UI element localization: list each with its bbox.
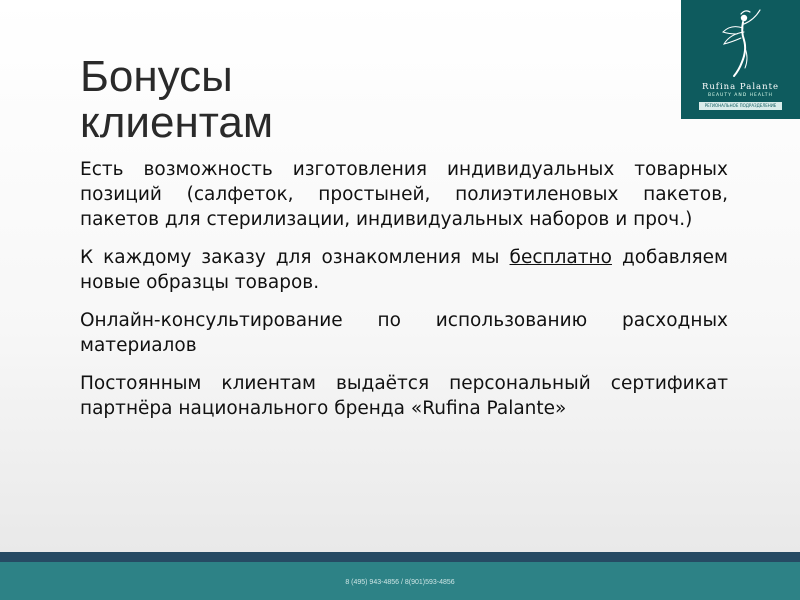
bullet-item xyxy=(62,245,728,295)
footer-stripe xyxy=(0,552,800,562)
brand-name: Rufina Palante xyxy=(701,82,780,92)
bullet-text: Постоянным клиентам выдаётся персональный сертификат партнёра национального бренда «Rufina Palante» xyxy=(80,373,728,419)
bullet-text: К каждому заказу для ознакомления мы xyxy=(80,247,510,268)
brand-badge: РЕГИОНАЛЬНОЕ ПОДРАЗДЕЛЕНИЕ xyxy=(699,102,782,110)
bullet-item xyxy=(62,308,728,358)
bullet-list xyxy=(62,157,728,434)
title-line-1: Бонусы xyxy=(80,52,233,101)
slide-title xyxy=(80,54,273,146)
bullet-text: Онлайн-консультирование по использованию расходных материалов xyxy=(80,310,728,356)
bullet-item xyxy=(62,157,728,232)
title-line-2: клиентам xyxy=(80,98,274,147)
fairy-icon xyxy=(719,8,763,80)
footer-bar xyxy=(0,562,800,600)
bullet-text: Есть возможность изготовления индивидуальных товарных позиций (салфеток, простыней, полиэтиленовых пакетов, пакетов для стерилизации, индивидуальных наборов и проч.) xyxy=(80,159,728,230)
bullet-item xyxy=(62,371,728,421)
footer-phone: 8 (495) 943-4856 / 8(901)593-4856 xyxy=(345,579,455,586)
bullet-text-tail: добавляем новые образцы товаров. xyxy=(80,247,728,293)
brand-tagline: BEAUTY AND HEALTH xyxy=(708,93,773,98)
free-underlined: бесплатно xyxy=(509,247,612,268)
brand-logo xyxy=(681,0,800,119)
